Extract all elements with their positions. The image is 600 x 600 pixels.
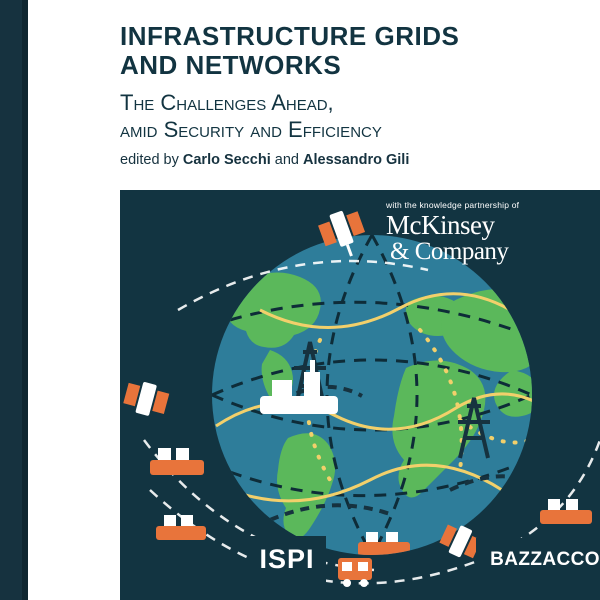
ispi-logo: ISPI <box>248 536 326 582</box>
editors-conjunction: and <box>274 152 299 168</box>
editor-name-2: Alessandro Gili <box>303 152 410 168</box>
cover-spine <box>0 0 22 600</box>
page-title <box>120 22 590 80</box>
subtitle-line-2: amid Security and Efficiency <box>120 116 382 142</box>
page-subtitle <box>120 90 590 143</box>
partner-kicker: with the knowledge partnership of <box>386 200 520 210</box>
partner-name-line-1: McKinsey <box>386 210 495 240</box>
bazzacco-logo: BAZZACCO <box>476 538 600 582</box>
title-line-2: AND NETWORKS <box>120 50 342 81</box>
knowledge-partner <box>386 200 600 264</box>
cover-page <box>28 0 600 600</box>
partner-name-line-2: & Company <box>390 238 509 265</box>
partner-name <box>386 212 600 264</box>
editors-prefix: edited by <box>120 152 179 168</box>
title-block <box>120 22 590 143</box>
title-line-1: INFRASTRUCTURE GRIDS <box>120 21 460 51</box>
cover-artwork <box>120 190 600 600</box>
editors-line <box>120 152 590 168</box>
subtitle-line-1: The Challenges Ahead, <box>120 90 334 116</box>
editor-name-1: Carlo Secchi <box>182 152 271 168</box>
